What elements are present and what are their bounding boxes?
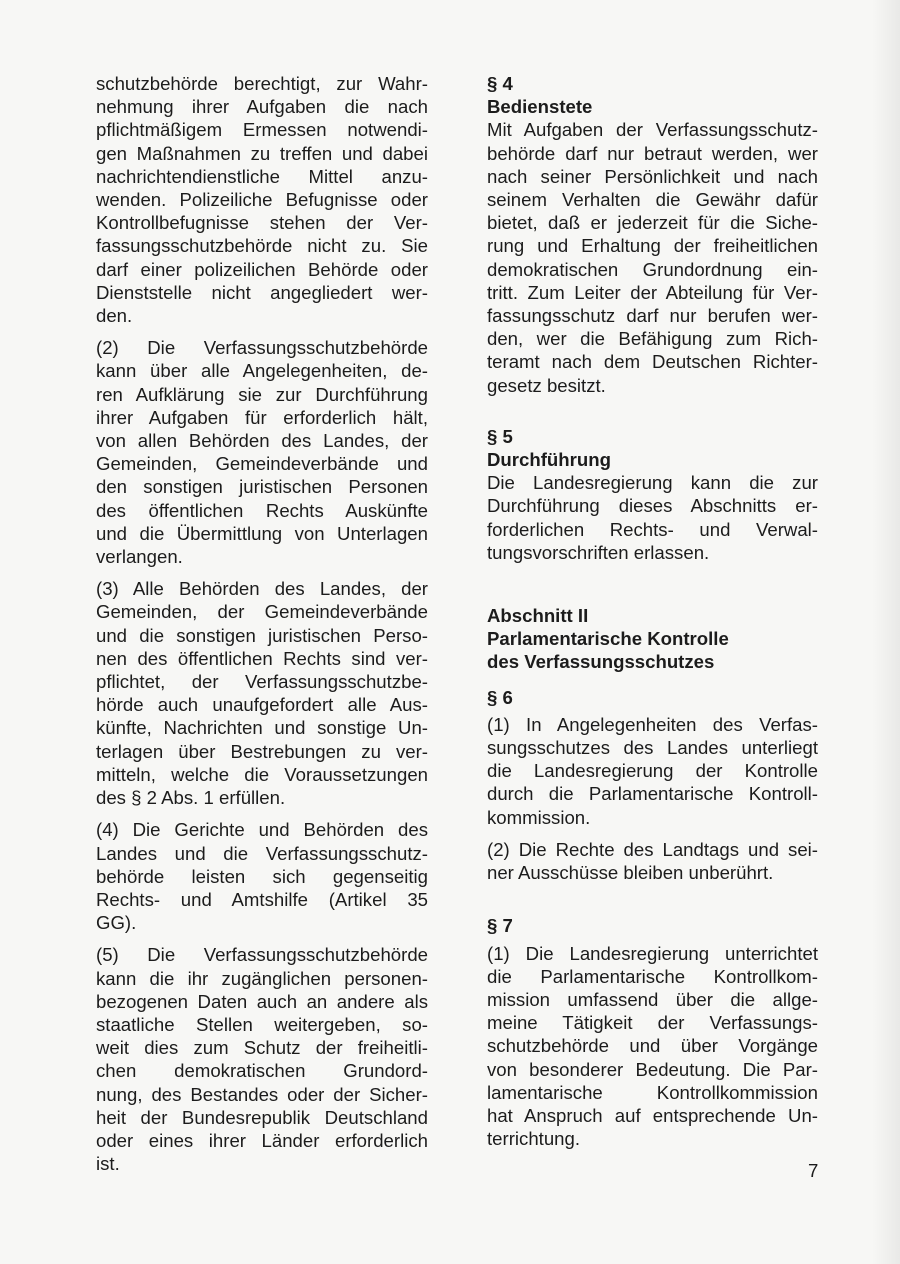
text-line: darf einer polizeilichen Behörde oder [96,258,428,280]
text-line: tungsvorschriften erlassen. [487,541,710,563]
section-5-body [487,471,818,564]
text-line: hat Anspruch auf entsprechende Un- [487,1104,818,1126]
text-line: fassungsschutzbehörde nicht zu. Sie [96,235,428,257]
text-line: rung und Erhaltung der freiheitlichen [487,235,818,257]
text-line: ner Ausschüsse bleiben unberührt. [487,862,774,884]
text-line: nachrichtendienstliche Mittel anzu- [96,165,428,187]
section-7-number: § 7 [487,915,513,937]
text-line: schutzbehörde berechtigt, zur Wahr- [96,73,428,94]
text-line: ihrer Aufgaben für erforderlich hält, [96,406,428,428]
text-line: (3) Alle Behörden des Landes, der [96,578,428,600]
page-number: 7 [808,1160,819,1181]
text-line: fassungsschutz darf nur berufen wer- [487,305,818,327]
section-4-body [487,118,818,396]
text-line: die Landesregierung der Kontrolle [487,760,818,782]
text-line: GG). [96,912,137,934]
text-line: (1) In Angelegenheiten des Verfas- [487,713,818,735]
text-line: bezogenen Daten auch an andere als [96,990,428,1012]
section-5-title: Durchführung [487,449,611,471]
text-line: ren Aufklärung sie zur Durchführung [96,383,428,405]
paragraph-3 [96,577,428,809]
text-line: behörde leisten sich gegenseitig [96,865,428,887]
section-7-paragraph-1 [487,942,818,1151]
abschnitt-title-line-1: Parlamentarische Kontrolle [487,628,729,650]
text-line: mitteln, welche die Voraussetzungen [96,763,428,785]
text-line: teramt nach dem Deutschen Richter- [487,351,818,373]
text-line: sungsschutzes des Landes unterliegt [487,737,818,759]
abschnitt-heading [487,604,818,674]
text-line: meine Tätigkeit der Verfassungs- [487,1012,818,1034]
text-line: hörde auch unaufgefordert alle Aus- [96,694,428,716]
text-line: Gemeinden, Gemeindeverbände und [96,453,428,475]
text-line: mission umfassend über die allge- [487,988,818,1010]
text-line: demokratischen Grundordnung ein- [487,258,818,280]
right-column [487,72,818,1159]
text-line: pflichtet, der Verfassungsschutzbe- [96,671,428,693]
text-line: (4) Die Gerichte und Behörden des [96,819,428,841]
text-line: (5) Die Verfassungsschutzbehörde [96,944,428,966]
text-line: und die sonstigen juristischen Perso- [96,624,428,646]
text-line: verlangen. [96,546,183,568]
text-line: nung, des Bestandes oder der Sicher- [96,1083,428,1105]
paragraph-2 [96,336,428,568]
text-line: gen Maßnahmen zu treffen und dabei [96,142,428,164]
text-line: chen demokratischen Grundord- [96,1060,428,1082]
text-line: terrichtung. [487,1128,581,1150]
text-line: lamentarische Kontrollkommission [487,1081,818,1103]
text-line: durch die Parlamentarische Kontroll- [487,783,818,805]
paragraph-1-continued [96,72,428,327]
text-line: kann die ihr zugänglichen personen- [96,967,428,989]
text-line: Kontrollbefugnisse stehen der Ver- [96,212,428,234]
text-line: staatliche Stellen weitergeben, so- [96,1013,428,1035]
text-line: seinem Verhalten die Gewähr dafür [487,189,818,211]
left-column [96,72,428,1184]
text-line: gesetz besitzt. [487,374,606,396]
text-line: ist. [96,1153,120,1175]
text-line: weit dies zum Schutz der freiheitli- [96,1037,428,1059]
text-line: terlagen über Bestrebungen zu ver- [96,740,428,762]
text-line: Landes und die Verfassungsschutz- [96,842,428,864]
text-line: nen des öffentlichen Rechts sind ver- [96,647,428,669]
text-line: von allen Behörden des Landes, der [96,430,428,452]
text-line: bietet, daß er jederzeit für die Siche- [487,212,818,234]
text-line: Rechts- und Amtshilfe (Artikel 35 [96,888,428,910]
text-line: oder eines ihrer Länder erforderlich [96,1129,428,1151]
abschnitt-number: Abschnitt II [487,605,589,627]
text-line: Mit Aufgaben der Verfassungsschutz- [487,119,818,141]
text-line: und die Übermittlung von Unterlagen [96,522,428,544]
text-line: kommission. [487,806,591,828]
text-line: von besonderer Bedeutung. Die Par- [487,1058,818,1080]
text-line: tritt. Zum Leiter der Abteilung für Ver- [487,281,818,303]
text-line: (2) Die Rechte des Landtags und sei- [487,838,818,860]
text-line: kann über alle Angelegenheiten, de- [96,360,428,382]
paragraph-4 [96,818,428,934]
text-line: des § 2 Abs. 1 erfüllen. [96,787,286,809]
text-line: Gemeinden, der Gemeindeverbände [96,601,428,623]
text-line: (2) Die Verfassungsschutzbehörde [96,337,428,359]
paragraph-5 [96,943,428,1175]
page-edge-shadow [872,0,900,1264]
text-line: die Parlamentarische Kontrollkom- [487,965,818,987]
text-line: Die Landesregierung kann die zur [487,472,818,494]
text-line: den, wer die Befähigung zum Rich- [487,328,818,350]
section-6-paragraph-1 [487,713,818,829]
text-line: Dienststelle nicht angegliedert wer- [96,281,428,303]
section-4-title: Bedienstete [487,96,593,118]
text-line: pflichtmäßigem Ermessen notwendi- [96,119,428,141]
text-line: heit der Bundesrepublik Deutschland [96,1106,428,1128]
text-line: nach seiner Persönlichkeit und nach [487,165,818,187]
text-line: des öffentlichen Rechts Auskünfte [96,499,428,521]
text-line: behörde darf nur betraut werden, wer [487,142,818,164]
text-line: forderlichen Rechts- und Verwal- [487,518,818,540]
abschnitt-title-line-2: des Verfassungsschutzes [487,651,715,673]
text-line: (1) Die Landesregierung unterrichtet [487,942,818,964]
section-4-number: § 4 [487,73,513,94]
section-6-number: § 6 [487,686,513,708]
text-line: den. [96,305,133,327]
text-line: künfte, Nachrichten und sonstige Un- [96,717,428,739]
text-line: schutzbehörde und über Vorgänge [487,1035,818,1057]
text-line: den sonstigen juristischen Personen [96,476,428,498]
text-line: nehmung ihrer Aufgaben die nach [96,96,428,118]
text-line: wenden. Polizeiliche Befugnisse oder [96,189,428,211]
section-5-number: § 5 [487,425,513,447]
text-line: Durchführung dieses Abschnitts er- [487,495,818,517]
section-6-paragraph-2 [487,838,818,884]
